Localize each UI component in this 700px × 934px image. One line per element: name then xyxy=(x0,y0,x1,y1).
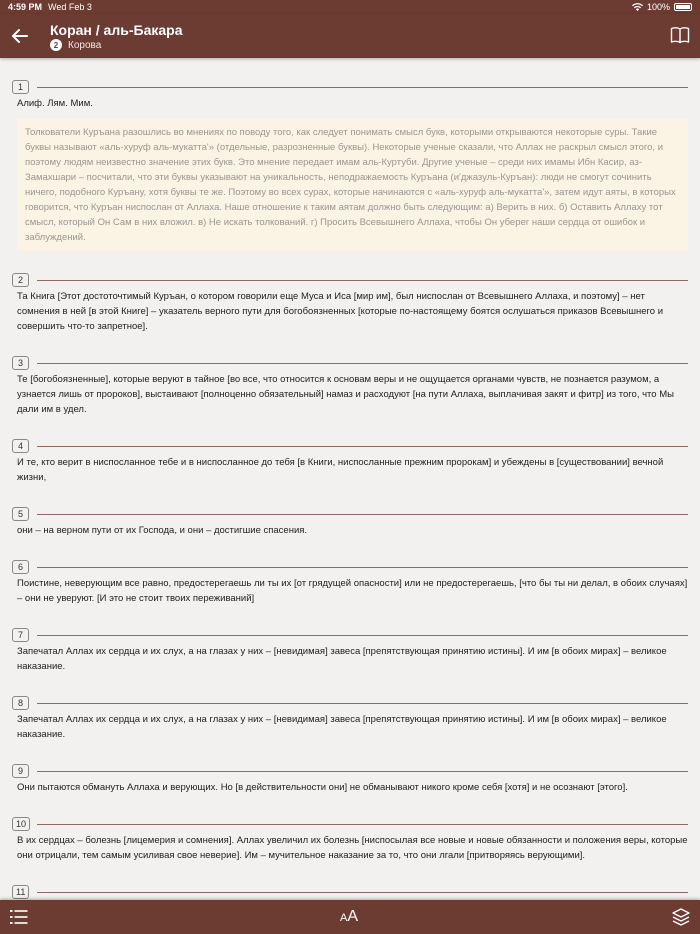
verse-divider xyxy=(37,446,688,447)
nav-bar xyxy=(0,14,700,58)
verse-item[interactable] xyxy=(17,273,688,334)
font-large-label: A xyxy=(347,908,359,925)
battery-icon xyxy=(674,3,692,11)
font-small-label: A xyxy=(340,912,348,924)
verse-item[interactable] xyxy=(17,439,688,485)
status-bar xyxy=(0,0,700,14)
verse-header xyxy=(17,273,688,287)
verse-divider xyxy=(37,635,688,636)
surah-number-badge: 2 xyxy=(50,39,62,51)
verse-text: Алиф. Лям. Мим. xyxy=(17,98,93,109)
verse-divider xyxy=(37,280,688,281)
surah-name: Корова xyxy=(68,39,102,51)
font-size-button[interactable] xyxy=(340,908,358,926)
verse-number: 5 xyxy=(12,507,29,521)
verse-divider xyxy=(37,703,688,704)
battery-percent: 100% xyxy=(646,2,670,12)
verse-header xyxy=(17,628,688,642)
status-right xyxy=(632,2,692,12)
verse-number: 10 xyxy=(12,817,30,831)
verse-item[interactable] xyxy=(17,507,688,538)
verse-item[interactable] xyxy=(17,764,688,795)
verse-text: Поистине, неверующим все равно, предостерегаешь ли ты их [от грядущей опасности] или не предостерегаешь, [что бы ты ни делал, в обоих случаях] – они не уверуют. [И это не стоит твоих переживаний] xyxy=(17,578,688,604)
verse-item[interactable] xyxy=(17,885,688,900)
verse-number: 11 xyxy=(12,885,29,899)
verse-divider xyxy=(37,87,688,88)
verse-text: Запечатал Аллах их сердца и их слух, а на глазах у них – [невидимая] завеса [препятствующая принятию истины]. И им [в обоих мирах] – великое наказание. xyxy=(17,714,667,740)
verse-item[interactable] xyxy=(17,560,688,606)
verse-number: 1 xyxy=(12,80,29,94)
verse-item[interactable] xyxy=(17,696,688,742)
verse-header xyxy=(17,80,688,94)
verse-text: Те [богобоязненные], которые веруют в тайное [во все, что относится к основам веры и не ощущается органами чувств, не познается разумом, а узнается лишь от пророков], выстаивают [полноценно обязательный] намаз и расходуют [на пути Аллаха, выплачивая закят и фитр] из того, что Мы дали им в удел. xyxy=(17,374,674,415)
verse-header xyxy=(17,507,688,521)
verse-header xyxy=(17,885,688,899)
verse-item[interactable] xyxy=(17,628,688,674)
verse-header xyxy=(17,356,688,370)
verse-item[interactable] xyxy=(17,80,688,251)
verse-divider xyxy=(37,824,688,825)
layers-icon[interactable] xyxy=(672,908,690,926)
subtitle-row xyxy=(50,39,101,51)
verse-commentary: Толкователи Куръана разошлись во мнениях по поводу того, как следует понимать смысл букв, которыми открываются некоторые суры. Такие буквы называют «аль-хуруф аль-мукатта'» (отдельные, разрозненные буквы). Некоторые ученые сказали, что Аллах не раскрыл смысл этого, и поэтому людям неизвестно значение этих букв. Это мнение передает имам аль-Куртуби. Другие ученые – среди них имамы Ибн Касир, аз-Замахшари – посчитали, что эти буквы указывают на уникальность, неподражаемость Куръана (и'джазуль-Куръан): люди не смогут сочинить ничего, подобного Куръану, хотя буквы те же. Поэтому во всех сурах, которые начинаются с «аль-хуруф аль-мукатта'», затем идут аяты, в которых говорится, что Куръан ниспослан от Аллаха. Наше отношение к таким аятам должно быть следующим: а) Верить в них. б) Оставить Аллаху тот смысл, который Он Сам в них вложил. в) Не искать толкований. г) Просить Всевышнего Аллаха, чтобы Он уберег наши сердца от ошибок и заблуждений. xyxy=(17,119,688,251)
verse-number: 8 xyxy=(12,696,29,710)
page-title: Коран / аль-Бакара xyxy=(50,22,183,38)
list-icon[interactable] xyxy=(10,909,28,925)
verse-text: они – на верном пути от их Господа, и они – достигшие спасения. xyxy=(17,525,308,536)
wifi-icon xyxy=(632,3,643,11)
status-date: Wed Feb 3 xyxy=(48,2,92,12)
verse-number: 3 xyxy=(12,356,29,370)
verse-divider xyxy=(37,567,688,568)
verse-text: Они пытаются обмануть Аллаха и верующих. Но [в действительности они] не обманывают никого кроме себя [хотя] и не осознают [этого]. xyxy=(17,782,628,793)
verse-header xyxy=(17,696,688,710)
verse-number: 9 xyxy=(12,764,29,778)
verse-divider xyxy=(37,771,688,772)
verse-text: Запечатал Аллах их сердца и их слух, а на глазах у них – [невидимая] завеса [препятствующая принятию истины]. И им [в обоих мирах] – великое наказание. xyxy=(17,646,667,672)
verse-header xyxy=(17,560,688,574)
verse-divider xyxy=(37,892,688,893)
verse-divider xyxy=(37,514,688,515)
verse-text: В их сердцах – болезнь [лицемерия и сомнения]. Аллах увеличил их болезнь [ниспосылая все новые и новые обязанности и положения веры, которые они отрицали, тем самым усиливая свое неверие]. Им – мучительное наказание за то, что они лгали [притворяясь верующими]. xyxy=(17,835,688,861)
verse-text: И те, кто верит в ниспосланное тебе и в ниспосланное до тебя [в Книги, ниспосланные прежним пророкам] и убеждены в [существовании] вечной жизни, xyxy=(17,457,664,483)
verse-number: 4 xyxy=(12,439,29,453)
status-time: 4:59 PM xyxy=(8,2,43,12)
verse-header xyxy=(17,764,688,778)
bottom-toolbar xyxy=(0,900,700,934)
back-arrow-icon[interactable] xyxy=(10,26,30,46)
verse-divider xyxy=(37,363,688,364)
verse-list[interactable] xyxy=(0,80,700,900)
verse-item[interactable] xyxy=(17,356,688,417)
verse-number: 7 xyxy=(12,628,29,642)
verse-number: 2 xyxy=(12,273,29,287)
book-icon[interactable] xyxy=(670,26,690,44)
verse-item[interactable] xyxy=(17,817,688,863)
verse-header xyxy=(17,439,688,453)
verse-text: Та Книга [Этот достоточтимый Куръан, о котором говорили еще Муса и Иса [мир им], был ниспослан от Всевышнего Аллаха, и поэтому] – нет сомнения в ней [в этой Книге] – указатель верного пути для богобоязненных [которые по-настоящему боятся ослушаться приказов Всевышнего и совершить что-то запретное]. xyxy=(17,291,664,332)
verse-header xyxy=(17,817,688,831)
verse-number: 6 xyxy=(12,560,29,574)
